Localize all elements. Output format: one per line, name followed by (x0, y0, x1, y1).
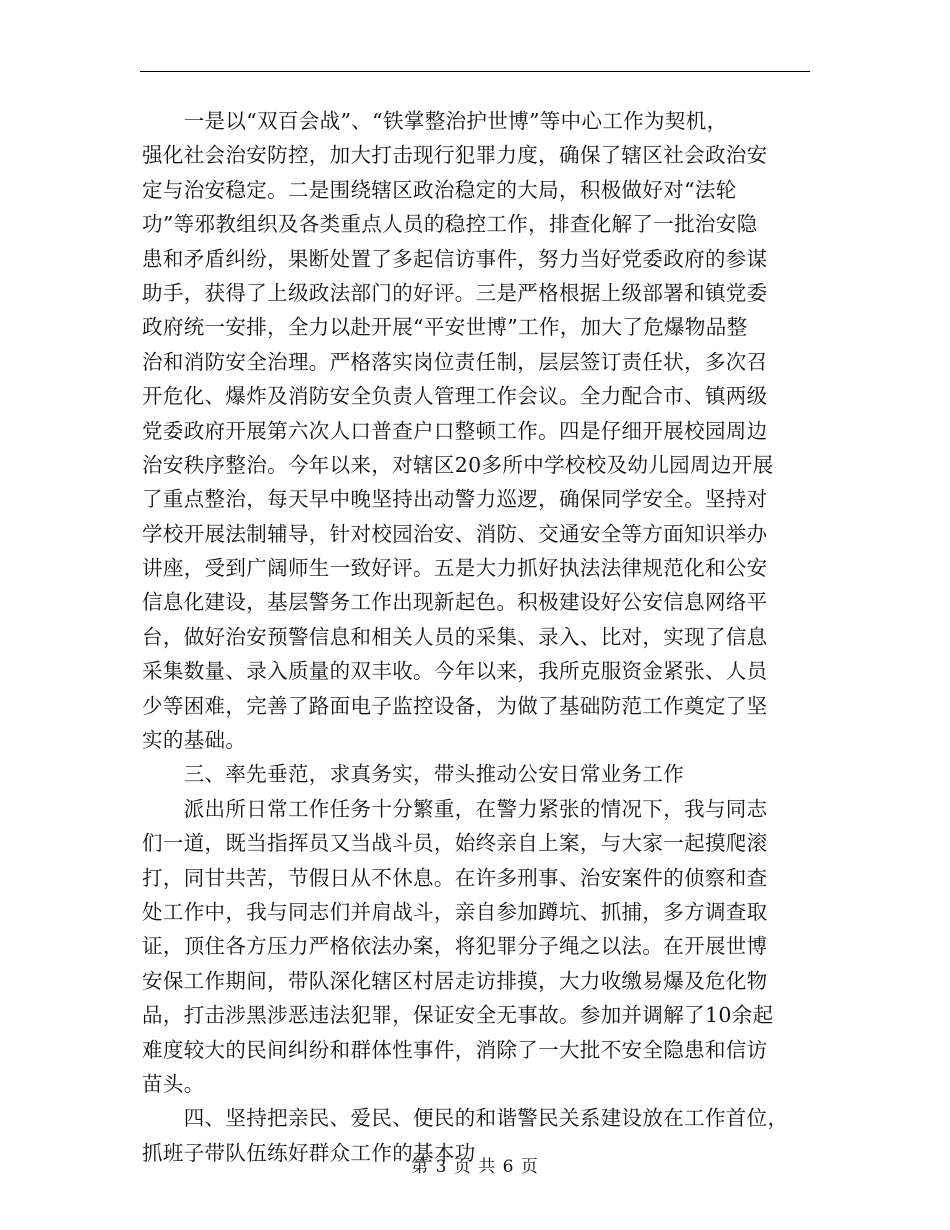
text-line: 派出所日常工作任务十分繁重，在警力紧张的情况下，我与同志 (142, 796, 768, 821)
text-line: 们一道，既当指挥员又当战斗员，始终亲自上案，与大家一起摸爬滚 (142, 831, 768, 856)
text-line: 治安秩序整治。今年以来，对辖区20多所中学校校及幼儿园周边开展 (142, 452, 774, 477)
text-line: 了重点整治，每天早中晚坚持出动警力巡逻，确保同学安全。坚持对 (142, 487, 768, 512)
page-footer: 第 3 页 共 6 页 (411, 1157, 539, 1177)
text-line: 功”等邪教组织及各类重点人员的稳控工作，排查化解了一批治安隐 (142, 212, 758, 237)
text-line: 开危化、爆炸及消防安全负责人管理工作会议。全力配合市、镇两级 (142, 384, 768, 409)
text-line: 采集数量、录入质量的双丰收。今年以来，我所克服资金紧张、人员 (142, 659, 768, 684)
text-line: 少等困难，完善了路面电子监控设备，为做了基础防范工作奠定了坚 (142, 693, 768, 718)
text-line: 安保工作期间，带队深化辖区村居走访排摸，大力收缴易爆及危化物 (142, 968, 768, 993)
text-line: 信息化建设，基层警务工作出现新起色。积极建设好公安信息网络平 (142, 590, 768, 615)
text-line: 强化社会治安防控，加大打击现行犯罪力度，确保了辖区社会政治安 (142, 143, 768, 168)
section-heading: 抓班子带队伍练好群众工作的基本功 (142, 1140, 476, 1165)
text-line: 治和消防安全治理。严格落实岗位责任制，层层签订责任状，多次召 (142, 349, 768, 374)
section-heading: 四、坚持把亲民、爱民、便民的和谐警民关系建设放在工作首位， (142, 1106, 789, 1131)
text-line: 苗头。 (142, 1071, 205, 1096)
text-line: 患和矛盾纠纷，果断处置了多起信访事件，努力当好党委政府的参谋 (142, 246, 768, 271)
text-line: 品，打击涉黑涉恶违法犯罪，保证安全无事故。参加并调解了10余起 (142, 1003, 774, 1028)
header-rule (140, 71, 810, 72)
text-line: 处工作中，我与同志们并肩战斗，亲自参加蹲坑、抓捕，多方调查取 (142, 899, 768, 924)
text-line: 政府统一安排，全力以赴开展“平安世博”工作，加大了危爆物品整 (142, 315, 748, 340)
text-line: 助手，获得了上级政法部门的好评。三是严格根据上级部署和镇党委 (142, 280, 768, 305)
text-line: 难度较大的民间纠纷和群体性事件，消除了一大批不安全隐患和信访 (142, 1037, 768, 1062)
text-line: 一是以“双百会战”、“铁掌整治护世博”等中心工作为契机， (142, 109, 728, 133)
text-line: 打，同甘共苦，节假日从不休息。在许多刑事、治安案件的侦察和查 (142, 865, 768, 890)
text-line: 证，顶住各方压力严格依法办案，将犯罪分子绳之以法。在开展世博 (142, 934, 768, 959)
text-line: 讲座，受到广阔师生一致好评。五是大力抓好执法法律规范化和公安 (142, 556, 768, 581)
document-body (142, 104, 810, 1170)
text-line: 实的基础。 (142, 728, 247, 753)
text-line: 定与治安稳定。二是围绕辖区政治稳定的大局，积极做好对“法轮 (142, 177, 737, 202)
text-line: 党委政府开展第六次人口普查户口整顿工作。四是仔细开展校园周边 (142, 418, 768, 443)
section-heading: 三、率先垂范，求真务实，带头推动公安日常业务工作 (142, 762, 685, 787)
text-line: 台，做好治安预警信息和相关人员的采集、录入、比对，实现了信息 (142, 624, 768, 649)
text-line: 学校开展法制辅导，针对校园治安、消防、交通安全等方面知识举办 (142, 521, 768, 546)
